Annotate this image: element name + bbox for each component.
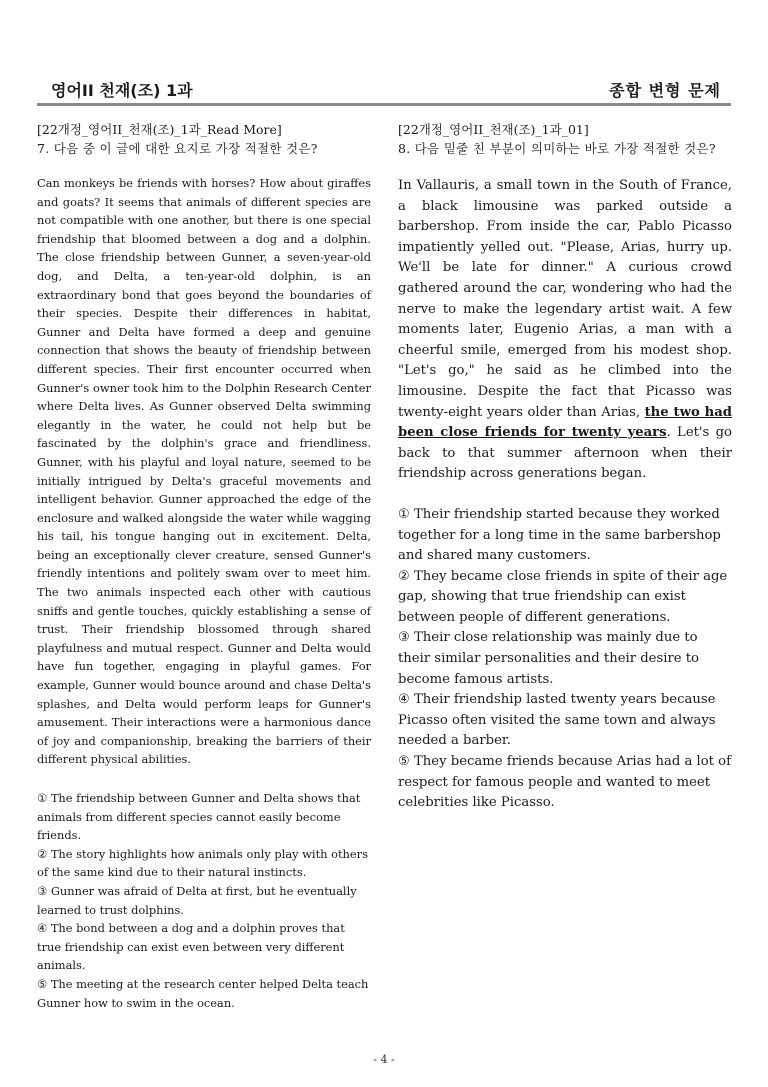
header-section-title: 종합 변형 문제	[609, 81, 721, 100]
question-8-column	[398, 120, 732, 814]
question-8-option-2[interactable]: ② They became close friends in spite of their age gap, showing that true friendship can exist between people of different generations.	[398, 568, 728, 625]
question-7-option-1[interactable]: ① The friendship between Gunner and Delta shows that animals from different species cannot easily become friends.	[37, 791, 361, 843]
question-8-prompt: 8. 다음 밑줄 친 부분이 의미하는 바로 가장 적절한 것은?	[398, 141, 716, 156]
question-8-underlined-phrase: the two had been close friends for twenty years	[398, 404, 732, 441]
question-8-options	[398, 505, 732, 814]
question-7-option-3[interactable]: ③ Gunner was afraid of Delta at first, but he eventually learned to trust dolphins.	[37, 883, 357, 917]
question-7-prompt: 7. 다음 중 이 글에 대한 요지로 가장 적절한 것은?	[37, 141, 318, 156]
question-8-tag: [22개정_영어II_천재(조)_1과_01]	[398, 122, 589, 137]
question-7-tag: [22개정_영어II_천재(조)_1과_Read More]	[37, 122, 282, 137]
question-8-passage-after: . Let's go back to that summer afternoon when their friendship across generations began.	[398, 425, 732, 482]
header-divider	[37, 103, 731, 106]
question-8-passage-before: In Vallauris, a small town in the South of France, a black limousine was parked outside a barbershop. From inside the car, Pablo Picasso impatiently yelled out. "Please, Arias, hurry up. We'll be late for dinner." A curious crowd gathered around the car, wondering who had the nerve to make the legendary artist wait. A few moments later, Eugenio Arias, a man with a cheerful smile, emerged from his modest shop. "Let's go," he said as he climbed into the limousine. Despite the fact that Picasso was twenty-eight years older than Arias,	[398, 178, 732, 420]
question-7-option-4[interactable]: ④ The bond between a dog and a dolphin proves that true friendship can exist even between very different animals.	[37, 921, 345, 973]
question-7-options	[37, 789, 371, 1012]
question-8-option-5[interactable]: ⑤ They became friends because Arias had a lot of respect for famous people and wanted to meet celebrities like Picasso.	[398, 754, 731, 811]
header-course-title: 영어II 천재(조) 1과	[51, 81, 193, 100]
page-number: - 4 -	[373, 1053, 395, 1066]
question-8-option-1[interactable]: ① Their friendship started because they worked together for a long time in the same barbershop and shared many customers.	[398, 506, 721, 564]
question-7-column	[37, 120, 371, 1012]
question-8-passage	[398, 176, 732, 485]
question-8-option-3[interactable]: ③ Their close relationship was mainly due to their similar personalities and their desire to become famous artists.	[398, 630, 699, 687]
question-7-passage: Can monkeys be friends with horses? How about giraffes and goats? It seems that animals of different species are not compatible with one another, but there is one special friendship that bloomed between a dog and a dolphin. The close friendship between Gunner, a seven-year-old dog, and Delta, a ten-year-old dolphin, is an extraordinary bond that goes beyond the boundaries of their species. Despite their differences in habitat, Gunner and Delta have formed a deep and genuine connection that shows the beauty of friendship between different species. Their first encounter occurred when Gunner's owner took him to the Dolphin Research Center where Delta lives. As Gunner observed Delta swimming elegantly in the water, he could not help but be fascinated by the dolphin's grace and friendliness. Gunner, with his playful and loyal nature, seemed to be initially intrigued by Delta's graceful movements and intelligent behavior. Gunner approached the edge of the enclosure and walked alongside the water while wagging his tail, his tongue hanging out in excitement. Delta, being an exceptionally clever creature, sensed Gunner's friendly intentions and politely swam over to meet him. The two animals inspected each other with cautious sniffs and gentle touches, quickly establishing a sense of trust. Their friendship blossomed through shared playfulness and mutual respect. Gunner and Delta would have fun together, engaging in playful games. For example, Gunner would bounce around and chase Delta's splashes, and Delta would perform leaps for Gunner's amusement. Their interactions were a harmonious dance of joy and companionship, breaking the barriers of their different physical abilities.	[37, 176, 371, 767]
question-7-option-2[interactable]: ② The story highlights how animals only play with others of the same kind due to their natural instincts.	[37, 846, 368, 880]
page-header	[37, 78, 731, 102]
question-8-option-4[interactable]: ④ Their friendship lasted twenty years because Picasso often visited the same town and always needed a barber.	[398, 692, 716, 749]
question-7-option-5[interactable]: ⑤ The meeting at the research center helped Delta teach Gunner how to swim in the ocean.	[37, 976, 369, 1010]
